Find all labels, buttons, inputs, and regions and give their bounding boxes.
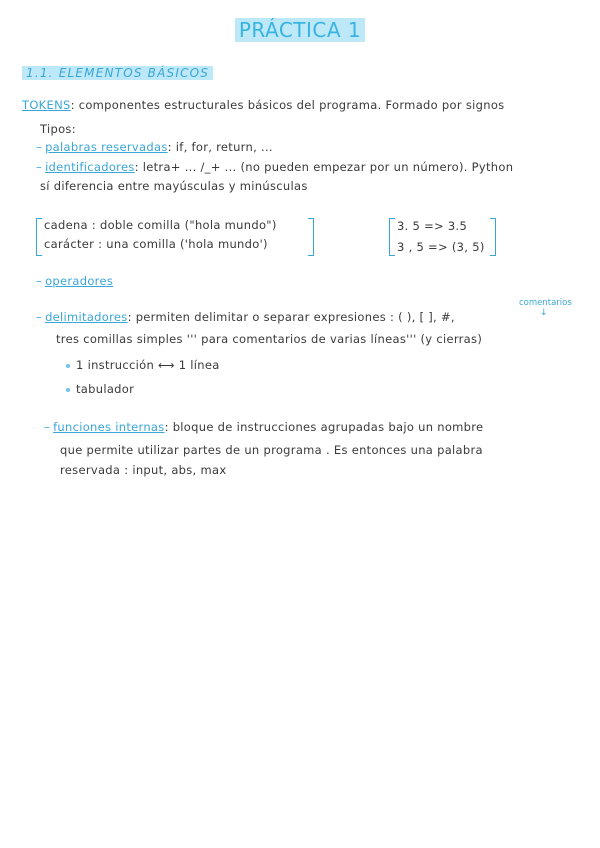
comentarios-note-text: comentarios	[519, 298, 572, 308]
bullet-dot-icon	[66, 364, 70, 368]
page-title-text: PRÁCTICA 1	[235, 18, 365, 42]
arrow-down-icon: ↓	[540, 308, 548, 318]
delimitadores-line-2	[56, 332, 482, 346]
identificadores-line-2	[40, 179, 308, 193]
bullet-text: tabulador	[76, 382, 135, 396]
right-bracket	[490, 218, 496, 256]
bullet-item	[66, 382, 134, 396]
delimitadores-line	[36, 310, 455, 324]
palabras-reservadas-term: palabras reservadas	[45, 140, 168, 154]
section-heading	[22, 66, 213, 80]
identificadores-term: identificadores	[45, 160, 135, 174]
dash-marker: –	[36, 160, 43, 174]
delimitadores-text-1: : permiten delimitar o separar expresiones : ( ), [ ], #,	[127, 310, 455, 324]
delimitadores-term: delimitadores	[45, 310, 128, 324]
identificadores-text-1: : letra+ ... /_+ ... (no pueden empezar por un número). Python	[134, 160, 514, 174]
number-tuple-text: 3 , 5 => (3, 5)	[397, 240, 485, 254]
number-tuple-line	[397, 240, 485, 254]
string-caracter-line	[44, 237, 268, 251]
operadores-line	[36, 274, 113, 288]
dash-marker: –	[36, 310, 43, 324]
section-heading-text: 1.1. ELEMENTOS BÁSICOS	[22, 66, 213, 80]
number-decimal-line	[397, 219, 467, 233]
funciones-internas-term: funciones internas	[53, 420, 165, 434]
string-caracter-text: carácter : una comilla ('hola mundo')	[44, 237, 268, 251]
funciones-internas-text-3: reservada : input, abs, max	[60, 463, 227, 477]
funciones-internas-text-2: que permite utilizar partes de un programa . Es entonces una palabra	[60, 443, 483, 457]
tokens-term: TOKENS	[22, 98, 71, 112]
palabras-reservadas-line	[36, 140, 273, 154]
funciones-internas-line-3	[60, 463, 226, 477]
tokens-line	[22, 98, 504, 112]
delimitadores-text-2: tres comillas simples ''' para comentarios de varias líneas''' (y cierras)	[56, 332, 483, 346]
dash-marker: –	[36, 274, 43, 288]
funciones-internas-text-1: : bloque de instrucciones agrupadas bajo un nombre	[164, 420, 484, 434]
operadores-term: operadores	[45, 274, 114, 288]
dash-marker: –	[44, 420, 51, 434]
right-bracket	[308, 218, 314, 256]
identificadores-text-2: sí diferencia entre mayúsculas y minúsculas	[40, 179, 308, 193]
bullet-item	[66, 358, 220, 372]
bullet-dot-icon	[66, 388, 70, 392]
funciones-internas-line	[44, 420, 483, 434]
palabras-reservadas-text: : if, for, return, ...	[167, 140, 273, 154]
identificadores-line	[36, 160, 513, 174]
dash-marker: –	[36, 140, 43, 154]
left-bracket	[389, 218, 395, 256]
tokens-definition: : componentes estructurales básicos del programa. Formado por signos	[70, 98, 505, 112]
bullet-text: 1 instrucción ⟷ 1 línea	[76, 358, 220, 372]
left-bracket	[36, 218, 42, 256]
string-cadena-line	[44, 218, 277, 232]
comentarios-note	[519, 298, 572, 308]
string-cadena-text: cadena : doble comilla ("hola mundo")	[44, 218, 277, 232]
tipos-label	[40, 122, 76, 136]
page-title	[0, 18, 600, 42]
tipos-label-text: Tipos:	[40, 122, 76, 136]
funciones-internas-line-2	[60, 443, 483, 457]
number-decimal-text: 3. 5 => 3.5	[397, 219, 468, 233]
